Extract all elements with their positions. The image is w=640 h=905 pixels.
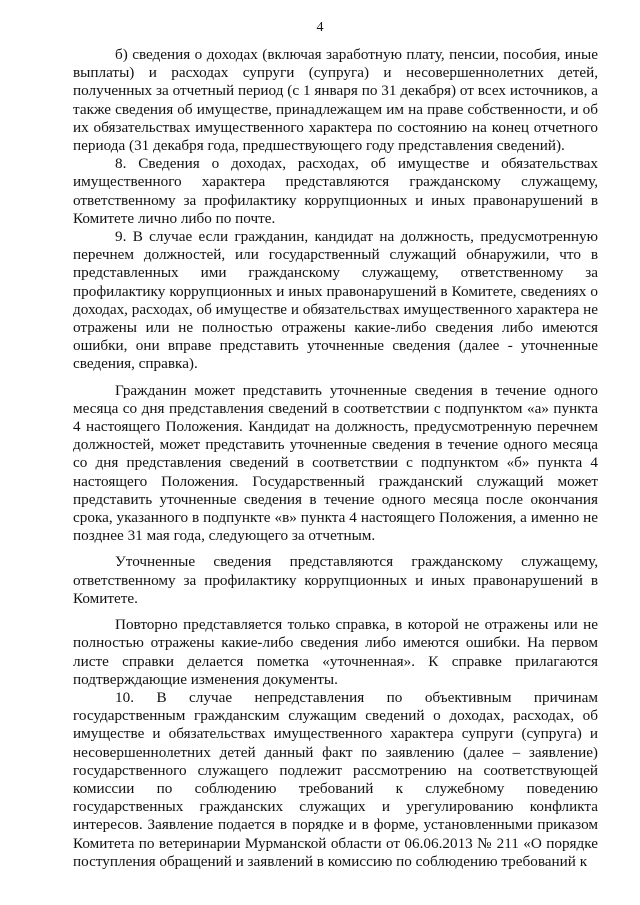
paragraph-income-spouse: б) сведения о доходах (включая заработную плату, пенсии, пособия, иные выплаты) и расходах супруги (супруга) и несовершеннолетних детей, полученных за отчетный период (с 1 января по 31 декабря) от всех источников, а также сведения об имуществе, принадлежащем им на праве собственности, и об их обязательствах имущественного характера по состоянию на конец отчетного периода (31 декабря года, предшествующего году представления сведений).: [73, 46, 598, 155]
paragraph-citizen-corrections: Гражданин может представить уточненные сведения в течение одного месяца со дня представления сведений в соответствии с подпунктом «а» пункта 4 настоящего Положения. Кандидат на должность, предусмотренную перечнем должностей, может представить уточненные сведения в течение одного месяца со дня представления сведений в соответствии с подпунктом «б» пункта 4 настоящего Положения. Государственный гражданский служащий может представить уточненные сведения в течение одного месяца после окончания срока, указанного в подпункте «в» пункта 4 настоящего Положения, а именно не позднее 31 мая года, следующего за отчетным.: [73, 381, 598, 545]
paragraph-corrections-recipient: Уточненные сведения представляются гражданскому служащему, ответственному за профилактику коррупционных и иных правонарушений в Комитете.: [73, 553, 598, 607]
paragraph-item-9: 9. В случае если гражданин, кандидат на должность, предусмотренную перечнем должностей, или государственный служащий обнаружили, что в представленных ими гражданскому служащему, ответственному за профилактику коррупционных и иных правонарушений в Комитете, сведениях о доходах, расходах, об имуществе и обязательствах имущественного характера не отражены или не полностью отражены какие-либо сведения либо имеются ошибки, они вправе представить уточненные сведения (далее - уточненные сведения, справка).: [73, 228, 598, 373]
paragraph-item-10: 10. В случае непредставления по объективным причинам государственным гражданским служащим сведений о доходах, расходах, об имуществе и обязательствах имущественного характера супруги (супруга) и несовершеннолетних детей данный факт по заявлению (далее – заявление) государственного служащего подлежит рассмотрению на соответствующей комиссии по соблюдению требований к служебному поведению государственных гражданских служащих и урегулированию конфликта интересов. Заявление подается в порядке и в форме, установленными приказом Комитета по ветеринарии Мурманской области от 06.06.2013 № 211 «О порядке поступления обращений и заявлений в комиссию по соблюдению требований к: [73, 688, 598, 870]
document-body: [73, 46, 598, 871]
paragraph-repeat-certificate: Повторно представляется только справка, в которой не отражены или не полностью отражены какие-либо сведения либо имеются ошибки. На первом листе справки делается пометка «уточненная». К справке прилагаются подтверждающие изменения документы.: [73, 616, 598, 688]
page-number: 4: [316, 20, 324, 35]
paragraph-item-8: 8. Сведения о доходах, расходах, об имуществе и обязательствах имущественного характера представляются гражданскому служащему, ответственному за профилактику коррупционных и иных правонарушений в Комитете лично либо по почте.: [73, 155, 598, 227]
